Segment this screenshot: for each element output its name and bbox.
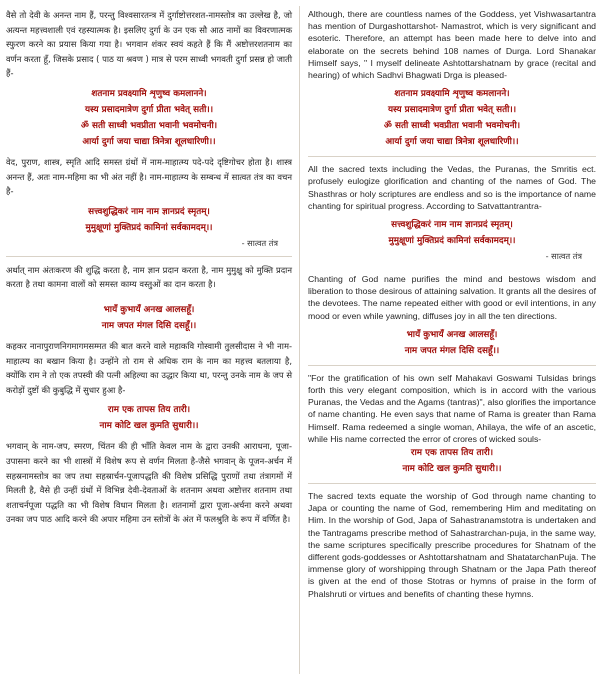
hindi-intro-paragraph: वैसे तो देवी के अनन्त नाम हैं, परन्तु विश्वसारतन्त्र में दुर्गाष्टोत्तरशत-नामस्तोत्र का उल्लेख है, जो अत्यन्त महत्त्वशाली एवं रहस्यात्मक है। इसलिए दुर्गा के उन एक सौ आठ नामों का विवरणात्मक स्फुरण करने का प्रयास किया गया है। भगवान शंकर स्वयं कहते हैं कि मैं अष्टोत्तरशतनाम का वर्णन करता हूँ, जिसके प्रसाद ( पाठ या श्रवण ) मात्र से परम साध्वी भगवती दुर्गा प्रसन्न हो जाती हैं-: [6, 10, 292, 79]
verse-line: मुमुक्षूणां मुक्तिप्रदं कामिनां सर्वकामदम्।।: [85, 222, 213, 233]
hindi-verse-4: [6, 402, 292, 434]
english-paragraph-2: All the sacred texts including the Vedas, the Puranas, the Smritis ect. profusely eulogize glorification and chanting of the names of God. The Shasthras or holy scriptures are endless and so is the importance of name chanting for spiritual progress. According to Satvattantrantra-: [308, 164, 596, 211]
hindi-paragraph-3: अर्थात् नाम अंतःकरण की शुद्धि करता है, नाम ज्ञान प्रदान करता है, नाम मुमुक्षु को मुक्ति प्रदान करता है तथा कामना वालों को समस्त काम्य वस्तुओं का दान करता है।: [6, 264, 292, 290]
verse-line: सत्त्वशुद्धिकरं नाम नाम ज्ञानप्रदं स्मृतम्।: [88, 206, 210, 217]
verse-line: आर्या दुर्गा जया चाद्या त्रिनेत्रा शूलधारिणी।।: [385, 137, 519, 148]
english-verse-2: [308, 217, 596, 249]
english-paragraph-3: Chanting of God name purifies the mind and bestows wisdom and liberation to those desirous of attaining salvation. It grants all the desires of the devotees. The name repeated either with good or evil intentions, in any mood or even while yawning, diffuses joy in all the ten directions.: [308, 274, 596, 321]
section-rule: [6, 256, 292, 257]
english-column: [308, 8, 596, 600]
column-divider: [299, 6, 300, 674]
verse-line: भायँ कुभायँ अनख आलसहूँ।: [103, 304, 195, 315]
verse-line: यस्य प्रसादमात्रेण दुर्गा प्रीता भवेत् सती।।: [387, 105, 517, 116]
verse-line: नाम जपत मंगल दिसि दसहूँ।।: [101, 320, 197, 331]
section-rule: [308, 365, 596, 366]
verse-line: भायँ कुभायँ अनख आलसहूँ।: [406, 329, 498, 340]
verse-line: नाम कोटि खल कुमति सुधारी।।: [99, 421, 199, 432]
verse-line: नाम जपत मंगल दिसि दसहूँ।।: [404, 345, 500, 356]
verse-line: राम एक तापस तिय तारी।: [107, 405, 191, 416]
hindi-paragraph-5: भगवान् के नाम-जप, स्मरण, चिंतन की ही भाँति केवल नाम के द्वारा उनकी आराधना, पूजा-उपासना करने का भी शास्त्रों में विशेष रूप से वर्णन मिलता है-जैसे भगवान् के पूजन-अर्चन में सहस्रनामस्तोत्र का जप तथा सहस्रार्चन-पूजापद्धति की विशेष प्रसिद्धि पुराणों तथा तंत्रागमों में मिलती है, वैसे ही उन्हीं ग्रंथों में विभिन्न देवी-देवताओं के शतनाम अथवा अष्टोत्तर शतनाम तथा शताचर्नपूजा पद्धति का भी विशेष विधान मिलता है। शतनामों द्वारा पूजा-अर्चना करने अथवा उनका जप पाठ आदि करने की अपार महिमा उन स्तोत्रों के अंत में फलश्रुति के रूप में वर्णित है।: [6, 441, 292, 525]
hindi-paragraph-2: वेद, पुराण, शास्त्र, स्मृति आदि समस्त ग्रंथों में नाम-माहात्म्य पदे-पदे दृष्टिगोचर होता है। शास्त्र अनन्त हैं, अतः नाम-महिमा का भी अंत नहीं है। नाम-माहात्म्य के सम्बन्ध में सात्वत तंत्र का वचन है-: [6, 156, 292, 197]
section-rule: [308, 156, 596, 157]
english-verse-3: [308, 327, 596, 359]
hindi-paragraph-4: कहकर नानापुराणनिगमागमसम्मत की बात करने वाले महाकवि गोस्वामी तुलसीदास ने भी नाम-माहात्म्य का बखान किया है। उन्होंने तो राम से अधिक राम के नाम का महत्त्व बतलाया है, क्योंकि राम ने तो एक तपस्वी की पत्नी अहिल्या का उद्धार किया था, परन्तु उनके नाम के जप से करोड़ों दुष्टों की कुबुद्धि में सुधार हुआ है-: [6, 340, 292, 395]
verse-attribution: - सात्वत तंत्र: [545, 251, 582, 262]
verse-line: मुमुक्षूणां मुक्तिप्रदं कामिनां सर्वकामदम्।।: [388, 236, 516, 247]
verse-line: शतनाम प्रवक्ष्यामि शृणुष्व कमलानने।: [394, 89, 510, 100]
english-verse-4: [308, 445, 596, 477]
section-rule: [308, 483, 596, 484]
verse-line: सत्त्वशुद्धिकरं नाम नाम ज्ञानप्रदं स्मृतम्।: [391, 220, 513, 231]
verse-line: यस्य प्रसादमात्रेण दुर्गा प्रीता भवेत् सती।।: [84, 104, 214, 115]
verse-line: आर्या दुर्गा जया चाद्या त्रिनेत्रा शूलधारिणी।।: [82, 136, 216, 147]
english-verse-1: [308, 86, 596, 150]
verse-attribution: - सात्वत तंत्र: [241, 237, 278, 248]
english-paragraph-5: The sacred texts equate the worship of God through name chanting to Japa or counting the name of God, remembering Him and meditating on Him. In the worship of God, Japa of Sahastranamstotra is undertaken and the Tantragams prescribe method of Sahastrarchan-puja, in the same way, the same scriptures specifically prescribe procedures for Shatnam of the different gods-goddesses or Ashtottarshatnam and ShatatarchanPuja. The immense glory of worshipping through Shatnam or the Japa Path thereof is given at the end of those Stotras or hymns of praise in the form of Phalshruti or virtues and benefits of chanting these hymns.: [308, 491, 596, 599]
english-paragraph-4: "For the gratification of his own self Mahakavi Goswami Tulsidas brings forth this very elegant composition, which is in accord with the various Puranas, the Vedas and the Agams (tantras)", also glorifies the importance of name chanting. He even says that name of Rama is greater than Rama Himself. Rama redeemed a single woman, Ahilaya, the wife of an ascetic, while His name corrected the error of crores of wicked souls-: [308, 372, 596, 444]
hindi-verse-3: [6, 302, 292, 334]
hindi-verse-2: [6, 204, 292, 236]
verse-line: ॐ सती साध्वी भवप्रीता भवानी भवमोचनी।: [383, 121, 521, 132]
verse-line: शतनाम प्रवक्ष्यामि शृणुष्व कमलानने।: [91, 88, 207, 99]
hindi-verse-1: [6, 86, 292, 150]
verse-line: नाम कोटि खल कुमति सुधारी।।: [402, 464, 502, 475]
hindi-column: [6, 8, 292, 527]
verse-line: ॐ सती साध्वी भवप्रीता भवानी भवमोचनी।: [80, 120, 218, 131]
verse-line: राम एक तापस तिय तारी।: [410, 448, 494, 459]
english-intro-paragraph: Although, there are countless names of the Goddess, yet Vishwasartantra has mention of Durgashottarshot- Namastrot, which is very significant and esoteric. Therefore, an attempt has been made here to delve into and elaborate on the secrets behind 108 names of Durga. Lord Shanakar Himself says, " I myself delineate Ashtottarshatnam by grace (recital and hearing) of which Sadhvi Bhagwati Drga is pleased-: [308, 9, 596, 81]
